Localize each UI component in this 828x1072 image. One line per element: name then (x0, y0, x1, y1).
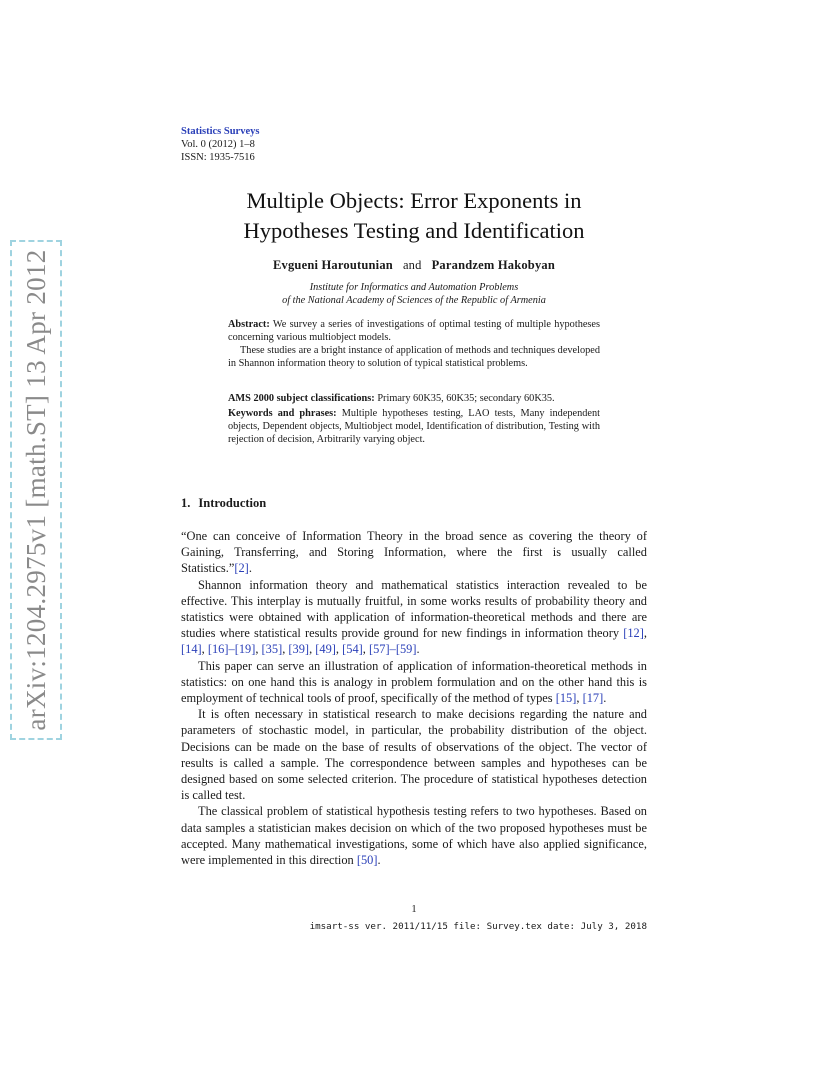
citation-link[interactable]: [16]–[19] (207, 642, 256, 657)
paragraph-2: Shannon information theory and mathematical statistics interaction revealed to be effective. This interplay is mutually fruitful, in some works results of probability theory and statistics were obtained with application of information-theoretical methods and there are studies where statistical results provide ground for new findings in information theory [12], [14], [16]–[19], [35], [39], [49], [54], [57]–[59]. (181, 577, 647, 657)
citation-link[interactable]: [12] (623, 626, 644, 641)
citation-link[interactable]: [39] (288, 642, 310, 657)
citation-link[interactable]: [50] (356, 853, 378, 868)
section-heading (181, 496, 274, 511)
citation-link[interactable]: [54] (342, 642, 363, 657)
abstract-paragraph-1: We survey a series of investigations of optimal testing of multiple hypotheses concerning various multiobject models. (228, 319, 600, 343)
arxiv-identifier-stamp: arXiv:1204.2975v1 [math.ST] 13 Apr 2012 (10, 240, 62, 740)
paragraph-3: This paper can serve an illustration of application of information-theoretical methods in statistics: on one hand this is analogy in problem formulation and on the other hand this is employment of technical tools of proof, specifically of the method of types [15], [17]. (181, 658, 647, 706)
paragraph-5: The classical problem of statistical hypothesis testing refers to two hypotheses. Based on data samples a statistician makes decision on which of the two proposed hypotheses must be accepted. Many mathematical investigations, some of which have also applied significance, were implemented in this direction [50]. (181, 804, 647, 868)
citation-link[interactable]: [57]–[59] (368, 642, 417, 657)
journal-volume: Vol. 0 (2012) 1–8 (181, 139, 255, 150)
title-line-2: Hypotheses Testing and Identification (243, 218, 585, 243)
affiliation (181, 281, 647, 307)
journal-info (181, 125, 259, 164)
citation-link[interactable]: [35] (261, 642, 283, 657)
author-connector: and (402, 258, 422, 272)
section-title: Introduction (198, 496, 267, 510)
ams-label: AMS 2000 subject classifications: (228, 393, 375, 404)
abstract-paragraph-2: These studies are a bright instance of application of methods and techniques developed in Shannon information theory to solution of typical statistical problems. (228, 345, 600, 369)
keywords-label: Keywords and phrases: (228, 408, 337, 419)
abstract-label: Abstract: (228, 319, 270, 330)
paragraph-1: “One can conceive of Information Theory in the broad sence as covering the theory of Gaining, Transferring, and Storing Information, where the first is usually called Statistics.”[2]. (181, 529, 647, 576)
title-line-1: Multiple Objects: Error Exponents in (246, 188, 582, 213)
journal-name-link[interactable]: Statistics Surveys (181, 126, 260, 137)
paragraph-4: It is often necessary in statistical research to make decisions regarding the nature and parameters of stochastic model, in particular, the probability distribution of the object. Decisions can be made on the base of results of observations of the object. The vector of results is called a sample. The correspondence between samples and hypotheses can be designed based on some selected criterion. The procedure of statistical hypotheses detection is called test. (181, 707, 647, 803)
author-1: Evgueni Haroutunian (273, 258, 393, 272)
body-text (181, 528, 647, 868)
author-list (181, 258, 647, 273)
affiliation-line-1: Institute for Informatics and Automation Problems (309, 282, 519, 293)
citation-link[interactable]: [14] (181, 642, 202, 657)
keywords-text: Multiple hypotheses testing, LAO tests, Many independent objects, Dependent objects, Multiobject model, Identification of distribution, Testing with rejection of decision, Arbitrarily varying object. (228, 408, 600, 445)
classifications (228, 392, 600, 446)
author-2: Parandzem Hakobyan (431, 258, 555, 272)
citation-link[interactable]: [15] (555, 691, 577, 706)
affiliation-line-2: of the National Academy of Sciences of the Republic of Armenia (282, 295, 546, 306)
journal-issn: ISSN: 1935-7516 (181, 152, 255, 163)
abstract (228, 318, 600, 370)
page-number: 1 (411, 904, 417, 915)
paper-title (181, 186, 647, 246)
section-number: 1. (181, 496, 191, 510)
footer-build-info: imsart-ss ver. 2011/11/15 file: Survey.tex date: July 3, 2018 (309, 921, 647, 932)
citation-link[interactable]: [17] (582, 691, 604, 706)
citation-link[interactable]: [49] (315, 642, 336, 657)
ams-text: Primary 60K35, 60K35; secondary 60K35. (377, 393, 555, 404)
citation-link[interactable]: [2] (234, 561, 249, 576)
